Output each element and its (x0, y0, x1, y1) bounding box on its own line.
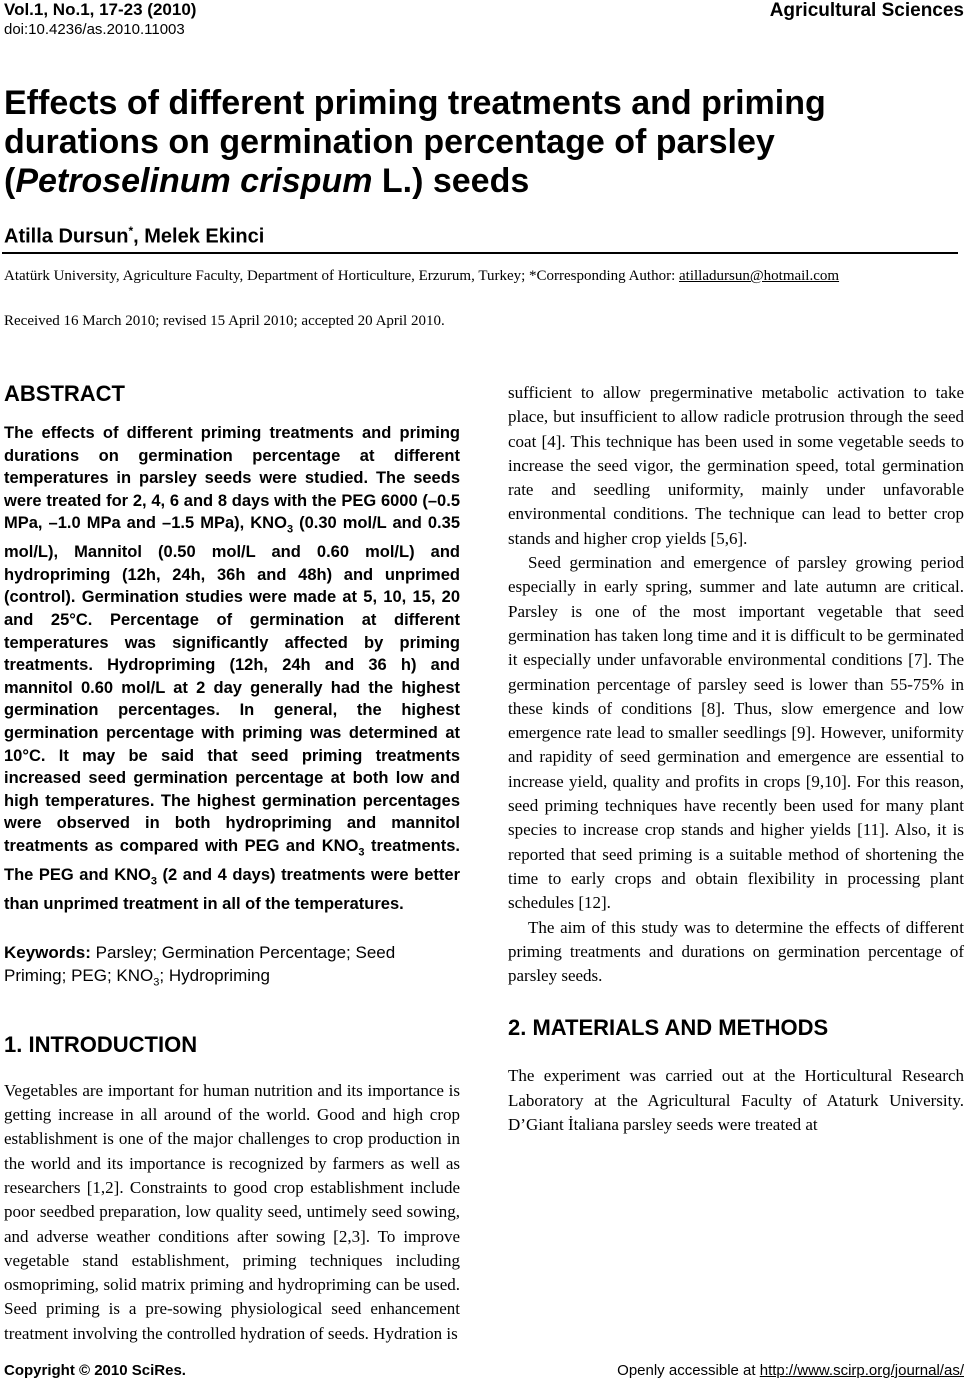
methods-paragraph-1: The experiment was carried out at the Horticultural Research Laboratory at the Agricultural Faculty of Ataturk University. D’Giant İtaliana parsley seeds were treated at (508, 1066, 964, 1135)
keywords-list: ; Hydropriming (159, 966, 270, 986)
corresponding-mark: * (128, 224, 134, 238)
left-column (4, 380, 460, 1346)
abstract-text (4, 422, 460, 915)
abstract-part: The effects of different priming treatments and priming durations on germination percentage at different temperatures in parsley seeds were studied. The seeds were treated for 2, 4, 6 and 8 days with the PEG 6000 (–0.5 MPa, –1.0 MPa and –1.5 MPa), KNO (4, 424, 460, 533)
affiliation-text: Atatürk University, Agriculture Faculty, Department of Horticulture, Erzurum, Turkey; *Corresponding Author: (4, 268, 680, 284)
volume-info: Vol.1, No.1, 17-23 (2010) (4, 0, 197, 19)
title-species: Petroselinum crispum (15, 162, 373, 200)
doi: doi:10.4236/as.2010.11003 (4, 21, 185, 38)
keywords (4, 941, 460, 994)
abstract-part: (2 and 4 days) treatments were better than unprimed treatment in all of the temperatures. (4, 865, 460, 913)
author-list (4, 224, 264, 249)
title-main: Effects of different priming treatments and priming durations on germination percentage of parsley ( (4, 84, 826, 200)
methods-heading: 2. MATERIALS AND METHODS (508, 1015, 829, 1041)
author-first: Atilla Dursun (4, 225, 129, 248)
affiliation (4, 268, 839, 285)
right-column (508, 381, 964, 1137)
abstract-heading: ABSTRACT (4, 381, 125, 406)
abstract-part: treatments. The PEG and KNO (4, 836, 460, 884)
author-email-link[interactable]: atilladursun@hotmail.com (679, 268, 840, 284)
introduction-paragraph-2: Seed germination and emergence of parsley growing period especially in early spring, summer and late autumn are critical. Parsley is one of the most important vegetable that seed germination has taken long time and it is difficult to be germinated it especially under unfavorable environmental conditions [7]. The germination percentage of parsley seed is lower than 55-75% in these kinds of conditions [8]. Thus, slow emergence and low emergence rate lead to smaller seedlings [9]. However, uniformity and rapidity of seed germination and emergence are essential to increase yield, quality and profits in crops [9,10]. For this reason, seed priming techniques have recently been used for many plant species to increase crop stands and higher yields [11]. Also, it is reported that seed priming is a suitable method of shortening the time to early crops and obtain flexibility in processing plant schedules [12]. (508, 553, 964, 913)
running-header (4, 0, 196, 40)
subscript: 3 (358, 846, 365, 859)
introduction-paragraph-3: The aim of this study was to determine the effects of different priming treatments and durations on germination percentage of parsley seeds. (508, 917, 964, 986)
introduction-paragraph-1 (4, 1079, 460, 1346)
access-note (617, 1362, 964, 1379)
header-divider (2, 252, 958, 254)
author-rest: , Melek Ekinci (133, 225, 265, 248)
abstract-part: (0.30 mol/L and 0.35 mol/L), Mannitol (0.50 mol/L and 0.60 mol/L) and hydropriming (12h, 24h, 36h and 48h) and unprimed (control). Germination studies were made at 5, 10, 15, 20 and 25°C. Percentage of germination at different temperatures was significantly affected by priming treatments. Hydropriming (12h, 24h and 36 h) and mannitol 0.60 mol/L at 2 day generally had the highest germination percentages. In general, the highest germination percentage with priming was determined at 10°C. It may be said that seed priming treatments increased seed germination percentage at both low and high temperatures. The highest germination percentages were observed in both hydropriming and mannitol treatments as compared with PEG and KNO (4, 514, 460, 855)
received-dates: Received 16 March 2010; revised 15 April 2010; accepted 20 April 2010. (4, 313, 445, 329)
paragraph-text: Vegetables are important for human nutrition and its importance is getting increase in all around of the world. Good and high crop establishment is one of the major challenges to crop production in the world and its importance is recognized by farmers as well as researchers [1,2]. Constraints to good crop establishment include poor seedbed preparation, low quality seed, untimely seed sowing, and adverse weather conditions after sowing [2,3]. To improve vegetable stand establishment, priming techniques including osmopriming, solid matrix priming and hydropriming can be used. Seed priming is a pre-sowing physiological seed enhancement treatment involving the controlled hydration of seeds. Hydration is (4, 1080, 460, 1343)
subscript: 3 (286, 523, 294, 536)
copyright: Copyright © 2010 SciRes. (4, 1362, 186, 1379)
journal-url-link[interactable]: http://www.scirp.org/journal/as/ (759, 1362, 964, 1379)
access-text: Openly accessible at (617, 1362, 760, 1379)
subscript: 3 (150, 875, 157, 888)
keywords-list: Parsley; Germination Percentage; Seed Priming; PEG; KNO (4, 943, 396, 986)
title-end: L.) seeds (372, 162, 530, 200)
subscript: 3 (153, 976, 160, 989)
paper-title (4, 84, 954, 201)
journal-name: Agricultural Sciences (769, 0, 964, 21)
introduction-paragraph-1-continued: sufficient to allow pregerminative metabolic activation to take place, but insufficient to allow radicle protrusion through the seed coat [4]. This technique has been used in some vegetable seeds to increase the seed vigor, the germination speed, total germination rate and seedling uniformity, mainly under unfavorable environmental conditions. The technique can lead to better crop stands and higher crop yields [5,6]. (508, 383, 964, 548)
introduction-heading: 1. INTRODUCTION (4, 1031, 198, 1057)
keywords-label: Keywords: (4, 943, 91, 963)
